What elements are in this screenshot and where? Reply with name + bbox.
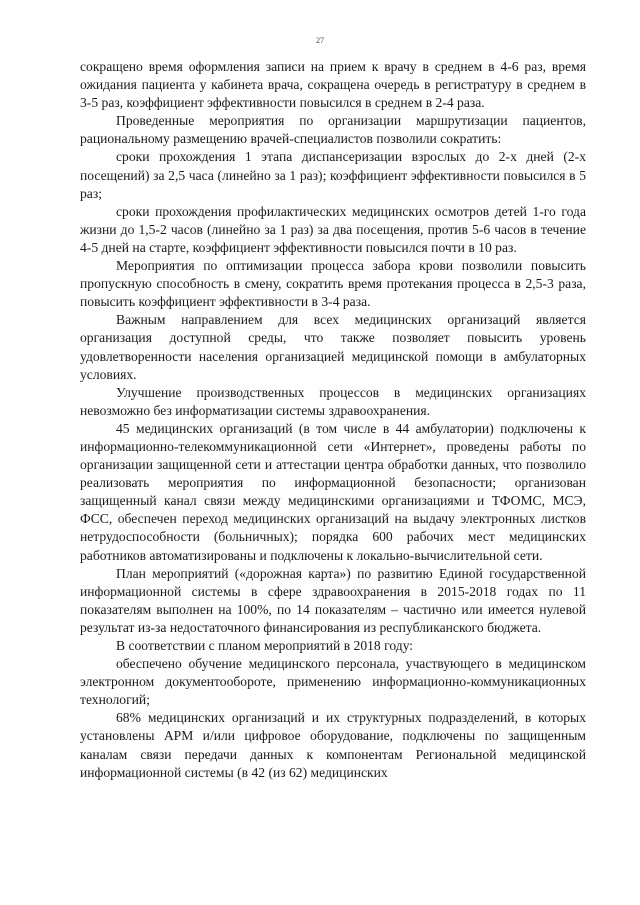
- page-number: 27: [316, 36, 324, 45]
- paragraph: Улучшение производственных процессов в медицинских организациях невозможно без информатизации системы здравоохранения.: [80, 384, 586, 418]
- paragraph: Важным направлением для всех медицинских организаций является организация доступной среды, что также позволяет повысить уровень удовлетворенности населения организацией медицинской помощи в амбулаторных условиях.: [80, 312, 586, 382]
- paragraph: сроки прохождения 1 этапа диспансеризации взрослых до 2-х дней (2-х посещений) за 2,5 часа (линейно за 1 раз); коэффициент эффективности повысился в 5 раз;: [80, 149, 586, 201]
- paragraph: Проведенные мероприятия по организации маршрутизации пациентов, рациональному размещению врачей-специалистов позволили сократить:: [80, 113, 586, 147]
- paragraph: Мероприятия по оптимизации процесса забора крови позволили повысить пропускную способность в смену, сократить время протекания процесса в 2,5-3 раза, повысить коэффициент эффективности в 3-4 раза.: [80, 258, 586, 310]
- paragraph: 68% медицинских организаций и их структурных подразделений, в которых установлены АРМ и/или цифровое оборудование, подключены по защищенным каналам связи передачи данных к компонентам Региональной медицинской информационной системы (в 42 (из 62) медицинских: [80, 710, 586, 780]
- paragraph: 45 медицинских организаций (в том числе в 44 амбулатории) подключены к информационно-телекоммуникационной сети «Интернет», проведены работы по организации защищенной сети и аттестации центра обработки данных, что позволило реализовать мероприятия по информационной безопасности; организован защищенный канал связи между медицинскими организациями и ТФОМС, МСЭ, ФСС, обеспечен переход медицинских организаций на выдачу электронных листков нетрудоспособности (больничных); порядка 600 рабочих мест медицинских работников автоматизированы и подключены к локально-вычислительной сети.: [80, 420, 586, 563]
- document-body: [80, 58, 586, 782]
- paragraph: обеспечено обучение медицинского персонала, участвующего в медицинском электронном документообороте, применению информационно-коммуникационных технологий;: [80, 656, 586, 708]
- paragraph: сроки прохождения профилактических медицинских осмотров детей 1-го года жизни до 1,5-2 часов (линейно за 1 раз) за два посещения, против 5-6 часов в течение 4-5 дней на старте, коэффициент эффективности повысился почти в 10 раз.: [80, 203, 586, 255]
- paragraph: сокращено время оформления записи на прием к врачу в среднем в 4-6 раз, время ожидания пациента у кабинета врача, сокращена очередь в регистратуру в среднем в 3-5 раз, коэффициент эффективности повысился в среднем в 2-4 раза.: [80, 59, 586, 111]
- paragraph: План мероприятий («дорожная карта») по развитию Единой государственной информационной системы в сфере здравоохранения в 2015-2018 годах по 11 показателям выполнен на 100%, по 14 показателям – частично или имеется нулевой результат из-за недостаточного финансирования из республиканского бюджета.: [80, 565, 586, 635]
- paragraph: В соответствии с планом мероприятий в 2018 году:: [116, 638, 414, 653]
